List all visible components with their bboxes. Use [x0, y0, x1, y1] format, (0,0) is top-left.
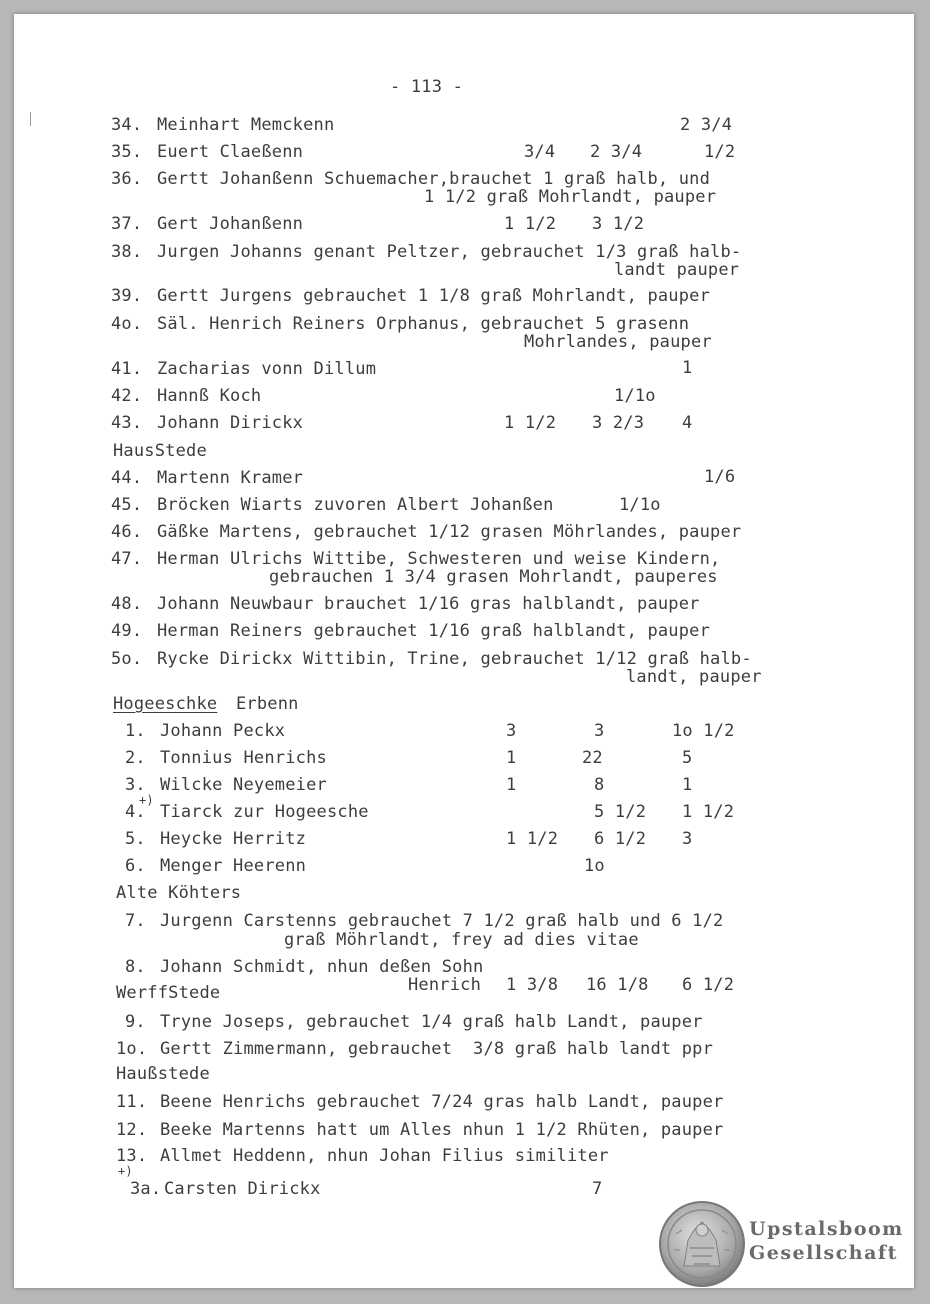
entry-text: Zacharias vonn Dillum	[157, 359, 377, 379]
entry-number: 44.	[111, 468, 143, 488]
entry-continuation: gebrauchen 1 3/4 grasen Mohrlandt, pauperes	[269, 567, 718, 587]
entry-number: 43.	[111, 413, 143, 433]
section-heading: Haußstede	[116, 1064, 210, 1084]
entry-number: 47.	[111, 549, 143, 569]
entry-number: 41.	[111, 359, 143, 379]
value-col3: 1	[682, 775, 693, 795]
brand-line-2: Gesellschaft	[749, 1242, 898, 1264]
section-heading: HausStede	[113, 441, 207, 461]
value-col1: 1 1/2	[504, 214, 557, 234]
entry-number: 4.	[125, 802, 146, 822]
entry-number: 7.	[125, 911, 146, 931]
value-col3: 1	[682, 358, 693, 378]
value-col2: 1o	[584, 856, 605, 876]
value-col3: 6 1/2	[682, 975, 735, 995]
entry-text: Jurgenn Carstenns gebrauchet 7 1/2 graß halb und 6 1/2	[160, 911, 724, 931]
entry-text: Johann Peckx	[160, 721, 286, 741]
entry-text: Gertt Zimmermann, gebrauchet 3/8 graß halb landt ppr	[160, 1039, 714, 1059]
entry-text: Gert Johanßenn	[157, 214, 304, 234]
value-col2: 5 1/2	[594, 802, 647, 822]
section-heading: WerffStede	[116, 983, 221, 1003]
entry-text: Meinhart Memckenn	[157, 115, 335, 135]
entry-number: 4o.	[111, 314, 143, 334]
section-heading-underlined: Hogeeschke	[113, 694, 218, 714]
entry-number: 49.	[111, 621, 143, 641]
value-col3: 3	[682, 829, 693, 849]
entry-number: 34.	[111, 115, 143, 135]
entry-text: Tiarck zur Hogeesche	[160, 802, 369, 822]
value-col2: 1/1o	[619, 495, 661, 515]
entry-text: Gertt Johanßenn Schuemacher,brauchet 1 graß halb, und	[157, 169, 711, 189]
value-col2: 3 2/3	[592, 413, 645, 433]
brand-line-1: Upstalsboom	[749, 1218, 904, 1240]
entry-text: Martenn Kramer	[157, 468, 304, 488]
seal-icon	[658, 1200, 746, 1288]
value-col2: 22	[582, 748, 603, 768]
value-col2: 16 1/8	[586, 975, 649, 995]
value-col1: 3	[506, 721, 517, 741]
entry-text: Heycke Herritz	[160, 829, 307, 849]
value-col3: 1 1/2	[682, 802, 735, 822]
value-col2: 3 1/2	[592, 214, 645, 234]
entry-number: 38.	[111, 242, 143, 262]
entry-text: Wilcke Neyemeier	[160, 775, 327, 795]
entry-text: Säl. Henrich Reiners Orphanus, gebrauchet 5 grasenn	[157, 314, 690, 334]
brand-logo	[749, 1217, 904, 1265]
entry-number: 8.	[125, 957, 146, 977]
entry-text: Euert Claeßenn	[157, 142, 304, 162]
entry-number: 45.	[111, 495, 143, 515]
value-col2: 7	[592, 1179, 603, 1199]
entry-text: Bröcken Wiarts zuvoren Albert Johanßen	[157, 495, 554, 515]
entry-number: 37.	[111, 214, 143, 234]
entry-number: 12.	[116, 1120, 148, 1140]
entry-text: Herman Ulrichs Wittibe, Schwesteren und weise Kindern,	[157, 549, 721, 569]
entry-continuation: Mohrlandes, pauper	[524, 332, 712, 352]
entry-number: 13.	[116, 1146, 148, 1166]
value-col2: 6 1/2	[594, 829, 647, 849]
entry-number: 3a.	[130, 1179, 162, 1199]
entry-text: Jurgen Johanns genant Peltzer, gebrauchet 1/3 graß halb-	[157, 242, 742, 262]
value-col3: 2 3/4	[680, 115, 733, 135]
margin-mark	[30, 112, 31, 126]
value-col1: 1 3/8	[506, 975, 559, 995]
entry-text: Tryne Joseps, gebrauchet 1/4 graß halb Landt, pauper	[160, 1012, 703, 1032]
entry-number: 11.	[116, 1092, 148, 1112]
entry-number: 9.	[125, 1012, 146, 1032]
entry-text: Allmet Heddenn, nhun Johan Filius similiter	[160, 1146, 609, 1166]
entry-number: 36.	[111, 169, 143, 189]
entry-continuation: landt pauper	[614, 260, 740, 280]
entry-continuation: 1 1/2 graß Mohrlandt, pauper	[424, 187, 717, 207]
entry-number: 48.	[111, 594, 143, 614]
entry-number: 2.	[125, 748, 146, 768]
value-col1: 1	[506, 748, 517, 768]
value-col3: 4	[682, 413, 693, 433]
value-col3: 1/6	[704, 467, 736, 487]
entry-text: Carsten Dirickx	[164, 1179, 321, 1199]
footnote-mark: +)	[139, 793, 154, 807]
entry-text: Gäßke Martens, gebrauchet 1/12 grasen Möhrlandes, pauper	[157, 522, 742, 542]
entry-text: Hannß Koch	[157, 386, 262, 406]
entry-number: 1.	[125, 721, 146, 741]
entry-text: Tonnius Henrichs	[160, 748, 327, 768]
entry-text: Johann Schmidt, nhun deßen Sohn	[160, 957, 484, 977]
value-col2: 8	[594, 775, 605, 795]
entry-text: Johann Neuwbaur brauchet 1/16 gras halblandt, pauper	[157, 594, 700, 614]
entry-text: Johann Dirickx	[157, 413, 304, 433]
entry-text: Rycke Dirickx Wittibin, Trine, gebrauchet 1/12 graß halb-	[157, 649, 752, 669]
section-heading: Erbenn	[236, 694, 299, 714]
entry-continuation: Henrich	[408, 975, 482, 995]
value-col2: 1/1o	[614, 386, 656, 406]
value-col3: 1o 1/2	[672, 721, 735, 741]
value-col2: 3	[594, 721, 605, 741]
entry-text: Gertt Jurgens gebrauchet 1 1/8 graß Mohrlandt, pauper	[157, 286, 711, 306]
entry-number: 35.	[111, 142, 143, 162]
entry-number: 5o.	[111, 649, 143, 669]
value-col3: 5	[682, 748, 693, 768]
entry-continuation: landt, pauper	[626, 667, 762, 687]
value-col1: 1 1/2	[506, 829, 559, 849]
entry-text: Beeke Martenns hatt um Alles nhun 1 1/2 Rhüten, pauper	[160, 1120, 724, 1140]
section-heading: Alte Köhters	[116, 883, 242, 903]
entry-text: Beene Henrichs gebrauchet 7/24 gras halb Landt, pauper	[160, 1092, 724, 1112]
value-col1: 3/4	[524, 142, 556, 162]
entry-number: 6.	[125, 856, 146, 876]
entry-text: Herman Reiners gebrauchet 1/16 graß halblandt, pauper	[157, 621, 711, 641]
value-col1: 1	[506, 775, 517, 795]
value-col2: 2 3/4	[590, 142, 643, 162]
entry-text: Menger Heerenn	[160, 856, 307, 876]
value-col1: 1 1/2	[504, 413, 557, 433]
entry-number: 46.	[111, 522, 143, 542]
value-col3: 1/2	[704, 142, 736, 162]
footnote-mark: +)	[118, 1164, 133, 1178]
page-number: - 113 -	[390, 77, 464, 97]
entry-number: 39.	[111, 286, 143, 306]
entry-number: 3.	[125, 775, 146, 795]
document-page	[14, 14, 914, 1288]
entry-number: 42.	[111, 386, 143, 406]
entry-number: 5.	[125, 829, 146, 849]
entry-continuation: graß Möhrlandt, frey ad dies vitae	[284, 930, 639, 950]
entry-number: 1o.	[116, 1039, 148, 1059]
